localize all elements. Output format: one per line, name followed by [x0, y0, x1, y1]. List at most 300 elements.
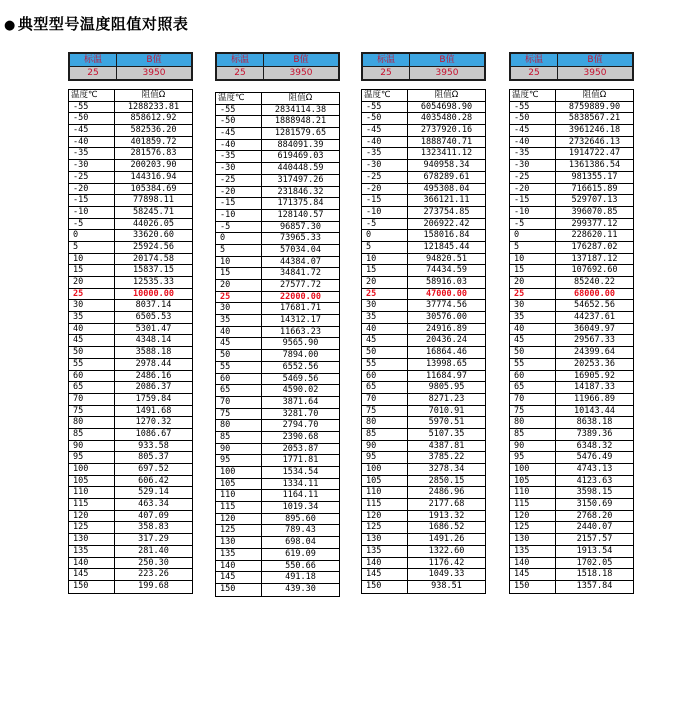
temp-cell: 150 [510, 581, 556, 593]
resistance-cell: 4348.14 [135, 335, 172, 346]
table-row [69, 394, 192, 406]
temp-cell: 75 [216, 409, 262, 420]
table-row [362, 452, 485, 464]
temp-cell: 35 [510, 312, 556, 323]
temp-cell: 15 [510, 265, 556, 276]
temp-cell: -45 [510, 125, 556, 136]
table-row [362, 160, 485, 172]
table-row [362, 581, 485, 593]
resistance-cell: 1913.32 [428, 510, 465, 521]
b-value-value: 3950 [289, 68, 313, 78]
resistance-cell: 463.34 [138, 499, 169, 510]
table-row [216, 444, 339, 456]
temp-cell: 100 [510, 464, 556, 475]
temp-cell: 35 [69, 312, 115, 323]
resistance-cell: 6552.56 [282, 361, 319, 372]
table-row [69, 406, 192, 418]
b-value-label: B值 [587, 55, 603, 65]
table-row [510, 429, 633, 441]
table-row [362, 172, 485, 184]
resistance-cell: 3588.18 [135, 347, 172, 358]
temp-cell: 45 [216, 338, 262, 349]
temp-cell: 110 [510, 487, 556, 498]
resistance-cell: 17681.71 [280, 303, 321, 314]
temp-cell: 90 [362, 441, 408, 452]
table-row [69, 289, 192, 301]
temp-cell: -25 [362, 172, 408, 183]
std-temp-label: 标温 [363, 54, 410, 66]
temp-cell: 25 [362, 289, 408, 300]
resistance-cell: 9565.90 [282, 338, 319, 349]
temp-cell: 40 [69, 324, 115, 335]
temp-cell: 60 [510, 371, 556, 382]
resistance-cell: 16864.46 [426, 347, 467, 358]
table-row [69, 172, 192, 184]
resistance-cell: 5476.49 [576, 452, 613, 463]
temp-cell: -20 [216, 187, 262, 198]
temp-cell: 50 [69, 347, 115, 358]
table-row [362, 487, 485, 499]
temp-column-header: 温度℃ [216, 93, 262, 104]
temp-cell: -5 [510, 219, 556, 230]
resistance-cell: 8037.14 [135, 300, 172, 311]
temp-cell: -40 [362, 137, 408, 148]
temp-cell: 0 [216, 233, 262, 244]
table-header-row [362, 90, 485, 102]
title-text: 典型型号温度阻值对照表 [17, 15, 189, 33]
table-row [216, 549, 339, 561]
resistance-cell: 77898.11 [133, 195, 174, 206]
temp-cell: 90 [69, 441, 115, 452]
b-value-value: 3950 [583, 68, 607, 78]
resistance-cell: 206922.42 [423, 218, 470, 229]
temp-cell: 50 [510, 347, 556, 358]
resistance-cell: 171375.84 [277, 198, 324, 209]
resistance-column-header: 阻值Ω [582, 90, 607, 100]
temp-cell: 70 [510, 394, 556, 405]
resistance-cell: 158016.84 [423, 230, 470, 241]
temp-cell: 135 [362, 546, 408, 557]
table-row [216, 385, 339, 397]
temp-cell: -50 [362, 113, 408, 124]
resistance-cell: 6054698.90 [420, 101, 473, 112]
table-row [216, 525, 339, 537]
resistance-cell: 1357.84 [576, 580, 613, 591]
resistance-cell: 1702.05 [576, 557, 613, 568]
resistance-cell: 6348.32 [576, 440, 613, 451]
resistance-cell: 495308.04 [423, 183, 470, 194]
table-row [362, 242, 485, 254]
temp-cell: 45 [69, 335, 115, 346]
resistance-cell: 1771.81 [282, 455, 319, 466]
resistance-cell: 529707.13 [571, 195, 618, 206]
table-row [362, 335, 485, 347]
temp-cell: 95 [69, 452, 115, 463]
temp-cell: 10 [510, 254, 556, 265]
resistance-cell: 317497.26 [277, 174, 324, 185]
table-row [216, 374, 339, 386]
table-row [216, 327, 339, 339]
temp-cell: -40 [510, 137, 556, 148]
table-row [69, 265, 192, 277]
table-row [69, 452, 192, 464]
resistance-cell: 281.40 [138, 545, 169, 556]
resistance-cell: 2053.87 [282, 443, 319, 454]
table-row [510, 160, 633, 172]
resistance-cell: 3785.22 [428, 452, 465, 463]
table-row [216, 502, 339, 514]
temp-cell: -15 [216, 198, 262, 209]
table-row [216, 409, 339, 421]
resistance-cell: 3871.64 [282, 396, 319, 407]
resistance-cell: 24916.89 [426, 323, 467, 334]
temp-cell: 145 [362, 569, 408, 580]
temp-cell: 140 [216, 561, 262, 572]
temp-cell: 0 [69, 230, 115, 241]
temp-cell: 60 [362, 371, 408, 382]
std-temp-label: 标温 [511, 54, 558, 66]
temp-cell: -40 [69, 137, 115, 148]
table-row [216, 210, 339, 222]
parameter-header [361, 52, 486, 81]
table-row [510, 452, 633, 464]
resistance-cell: 30576.00 [426, 312, 467, 323]
temp-cell: 10 [362, 254, 408, 265]
temp-cell: -5 [69, 219, 115, 230]
resistance-cell: 11966.89 [574, 393, 615, 404]
table-row [69, 429, 192, 441]
temp-cell: -30 [69, 160, 115, 171]
table-row [510, 254, 633, 266]
resistance-cell: 3150.69 [576, 499, 613, 510]
table-row [510, 113, 633, 125]
temp-cell: 120 [362, 511, 408, 522]
temp-cell: 105 [510, 476, 556, 487]
temp-cell: -25 [69, 172, 115, 183]
resistance-cell: 29567.33 [574, 335, 615, 346]
table-row [216, 198, 339, 210]
resistance-cell: 24399.64 [574, 347, 615, 358]
table-row [510, 312, 633, 324]
resistance-cell: 2486.16 [135, 370, 172, 381]
resistance-cell: 20253.36 [574, 358, 615, 369]
temp-cell: 55 [216, 362, 262, 373]
resistance-cell: 884091.39 [277, 139, 324, 150]
temp-cell: 120 [510, 511, 556, 522]
resistance-cell: 1270.32 [135, 417, 172, 428]
table-row [510, 230, 633, 242]
resistance-cell: 11684.97 [426, 370, 467, 381]
temp-cell: 150 [216, 584, 262, 596]
table-row [216, 350, 339, 362]
table-row [216, 116, 339, 128]
temp-cell: 55 [510, 359, 556, 370]
temp-cell: 145 [69, 569, 115, 580]
table-row [510, 125, 633, 137]
resistance-column-header: 阻值Ω [288, 93, 313, 103]
resistance-cell: 10000.00 [133, 288, 174, 299]
resistance-cell: 1049.33 [428, 569, 465, 580]
resistance-cell: 107692.60 [571, 265, 618, 276]
temp-cell: -20 [69, 184, 115, 195]
temp-cell: 115 [69, 499, 115, 510]
temp-cell: 85 [510, 429, 556, 440]
temp-cell: 145 [510, 569, 556, 580]
table-row [510, 102, 633, 114]
temp-cell: 95 [362, 452, 408, 463]
table-row [510, 207, 633, 219]
table-row [362, 347, 485, 359]
resistance-cell: 34841.72 [280, 268, 321, 279]
resistance-cell: 697.52 [138, 464, 169, 474]
table-row [216, 128, 339, 140]
b-value-label: B值 [293, 55, 309, 65]
table-row [510, 382, 633, 394]
temp-cell: 55 [69, 359, 115, 370]
temp-cell: 75 [362, 406, 408, 417]
temp-cell: 65 [362, 382, 408, 393]
table-row [69, 464, 192, 476]
resistance-cell: 5301.47 [135, 323, 172, 334]
table-row [216, 187, 339, 199]
temp-cell: 100 [216, 467, 262, 478]
temp-cell: 95 [216, 455, 262, 466]
temp-cell: 45 [362, 335, 408, 346]
resistance-cell: 25924.56 [133, 241, 174, 252]
resistance-cell: 44026.05 [133, 218, 174, 229]
std-temp-value: 25 [511, 67, 558, 79]
table-row [69, 324, 192, 336]
std-temp-value: 25 [363, 67, 410, 79]
table-row [510, 534, 633, 546]
table-row [69, 312, 192, 324]
resistance-cell: 54652.56 [574, 300, 615, 311]
temp-cell: 130 [362, 534, 408, 545]
resistance-cell: 606.42 [138, 475, 169, 486]
table-row [216, 584, 339, 596]
temp-cell: 15 [216, 268, 262, 279]
table-row [216, 467, 339, 479]
resistance-cell: 366121.11 [423, 195, 470, 206]
resistance-cell: 1518.18 [576, 569, 613, 580]
temp-cell: 125 [69, 522, 115, 533]
table-row [362, 406, 485, 418]
resistance-cell: 137187.12 [571, 253, 618, 264]
temp-cell: 60 [216, 374, 262, 385]
resistance-cell: 37774.56 [426, 300, 467, 311]
resistance-cell: 9805.95 [428, 382, 465, 393]
table-header-row [69, 90, 192, 102]
resistance-cell: 44237.61 [574, 312, 615, 323]
resistance-cell: 396070.85 [571, 206, 618, 217]
table-row [216, 140, 339, 152]
temp-cell: -45 [362, 125, 408, 136]
parameter-header [509, 52, 634, 81]
temp-cell: -20 [510, 184, 556, 195]
table-row [362, 230, 485, 242]
temp-cell: -35 [69, 148, 115, 159]
temp-cell: -55 [362, 102, 408, 113]
table-row [362, 195, 485, 207]
temp-cell: 110 [216, 490, 262, 501]
temp-cell: -10 [69, 207, 115, 218]
temp-cell: 100 [362, 464, 408, 475]
resistance-cell: 128140.57 [277, 209, 324, 220]
table-row [69, 534, 192, 546]
table-row [69, 137, 192, 149]
table-row [510, 371, 633, 383]
temp-cell: 145 [216, 572, 262, 583]
table-row [216, 315, 339, 327]
table-row [69, 300, 192, 312]
temp-cell: 10 [69, 254, 115, 265]
temp-column-header: 温度℃ [69, 90, 115, 101]
temp-cell: 15 [69, 265, 115, 276]
table-row [510, 148, 633, 160]
temp-cell: -10 [510, 207, 556, 218]
table-row [362, 125, 485, 137]
temp-cell: 70 [362, 394, 408, 405]
resistance-cell: 105384.69 [130, 183, 177, 194]
resistance-cell: 938.51 [431, 580, 462, 591]
b-value-value: 3950 [142, 68, 166, 78]
temp-cell: 10 [216, 257, 262, 268]
resistance-cell: 200203.90 [130, 160, 177, 171]
table-row [510, 324, 633, 336]
resistance-cell: 1491.26 [428, 534, 465, 545]
temp-cell: 60 [69, 371, 115, 382]
table-row [362, 148, 485, 160]
table-row [510, 441, 633, 453]
resistance-cell: 5107.35 [428, 428, 465, 439]
resistance-cell: 231846.32 [277, 186, 324, 197]
temp-cell: -5 [362, 219, 408, 230]
temp-column-header: 温度℃ [510, 90, 556, 101]
resistance-cell: 2086.37 [135, 382, 172, 393]
table-row [216, 561, 339, 573]
table-row [362, 137, 485, 149]
temp-cell: -50 [69, 113, 115, 124]
resistance-cell: 6505.53 [135, 312, 172, 323]
table-row [362, 184, 485, 196]
table-row [362, 324, 485, 336]
table-row [362, 417, 485, 429]
resistance-cell: 2794.70 [282, 420, 319, 431]
table-row [362, 371, 485, 383]
table-row [69, 347, 192, 359]
table-row [216, 268, 339, 280]
temp-cell: 70 [216, 397, 262, 408]
table-row [362, 476, 485, 488]
table-row [69, 148, 192, 160]
table-row [69, 558, 192, 570]
temp-cell: 5 [69, 242, 115, 253]
resistance-cell: 12535.33 [133, 277, 174, 287]
temp-cell: -15 [69, 195, 115, 206]
temperature-resistance-table [361, 89, 486, 594]
temp-cell: 40 [510, 324, 556, 335]
temp-cell: -20 [362, 184, 408, 195]
temp-cell: 20 [510, 277, 556, 288]
temp-cell: 125 [510, 522, 556, 533]
temp-cell: -35 [510, 148, 556, 159]
table-row [510, 277, 633, 289]
temp-cell: 110 [69, 487, 115, 498]
table-row [216, 537, 339, 549]
table-row [510, 300, 633, 312]
std-temp-label: 标温 [70, 54, 117, 66]
table-row [510, 511, 633, 523]
table-row [362, 359, 485, 371]
table-row [69, 441, 192, 453]
table-row [216, 338, 339, 350]
resistance-column-header: 阻值Ω [434, 90, 459, 100]
resistance-cell: 2440.07 [576, 522, 613, 533]
table-row [510, 406, 633, 418]
temp-cell: -5 [216, 222, 262, 233]
temp-cell: -30 [510, 160, 556, 171]
b-value-value: 3950 [435, 68, 459, 78]
table-row [510, 417, 633, 429]
table-row [69, 125, 192, 137]
temp-cell: 125 [362, 522, 408, 533]
resistance-cell: 4590.02 [282, 385, 319, 396]
resistance-cell: 2732646.13 [568, 136, 621, 147]
table-row [510, 137, 633, 149]
resistance-cell: 20174.58 [133, 253, 174, 264]
temp-cell: 120 [216, 514, 262, 525]
temp-cell: 105 [362, 476, 408, 487]
table-row [510, 289, 633, 301]
temp-cell: 85 [362, 429, 408, 440]
temp-cell: 20 [362, 277, 408, 288]
temp-cell: 140 [510, 558, 556, 569]
table-row [69, 371, 192, 383]
temp-cell: 55 [362, 359, 408, 370]
resistance-cell: 16905.92 [574, 370, 615, 381]
temp-cell: 65 [216, 385, 262, 396]
table-row [216, 303, 339, 315]
resistance-cell: 2390.68 [282, 431, 319, 442]
table-row [69, 487, 192, 499]
resistance-cell: 4743.13 [576, 464, 613, 474]
resistance-cell: 1759.84 [135, 393, 172, 404]
temp-cell: 15 [362, 265, 408, 276]
temp-cell: 5 [216, 245, 262, 256]
table-row [510, 242, 633, 254]
resistance-cell: 74434.59 [426, 265, 467, 276]
resistance-cell: 317.29 [138, 534, 169, 545]
resistance-cell: 439.30 [285, 583, 316, 594]
resistance-cell: 3281.70 [282, 408, 319, 419]
temperature-resistance-table [509, 89, 634, 594]
table-row [69, 476, 192, 488]
table-row [69, 195, 192, 207]
temp-cell: 40 [216, 327, 262, 338]
table-row [510, 522, 633, 534]
resistance-cell: 1323411.12 [420, 148, 473, 159]
temp-cell: 135 [510, 546, 556, 557]
resistance-cell: 940958.34 [423, 160, 470, 171]
resistance-cell: 440448.59 [277, 163, 324, 174]
resistance-cell: 11663.23 [280, 326, 321, 337]
temp-cell: 105 [69, 476, 115, 487]
resistance-cell: 250.30 [138, 557, 169, 568]
table-row [69, 207, 192, 219]
table-row [510, 195, 633, 207]
resistance-cell: 20436.24 [426, 335, 467, 346]
table-row [216, 397, 339, 409]
